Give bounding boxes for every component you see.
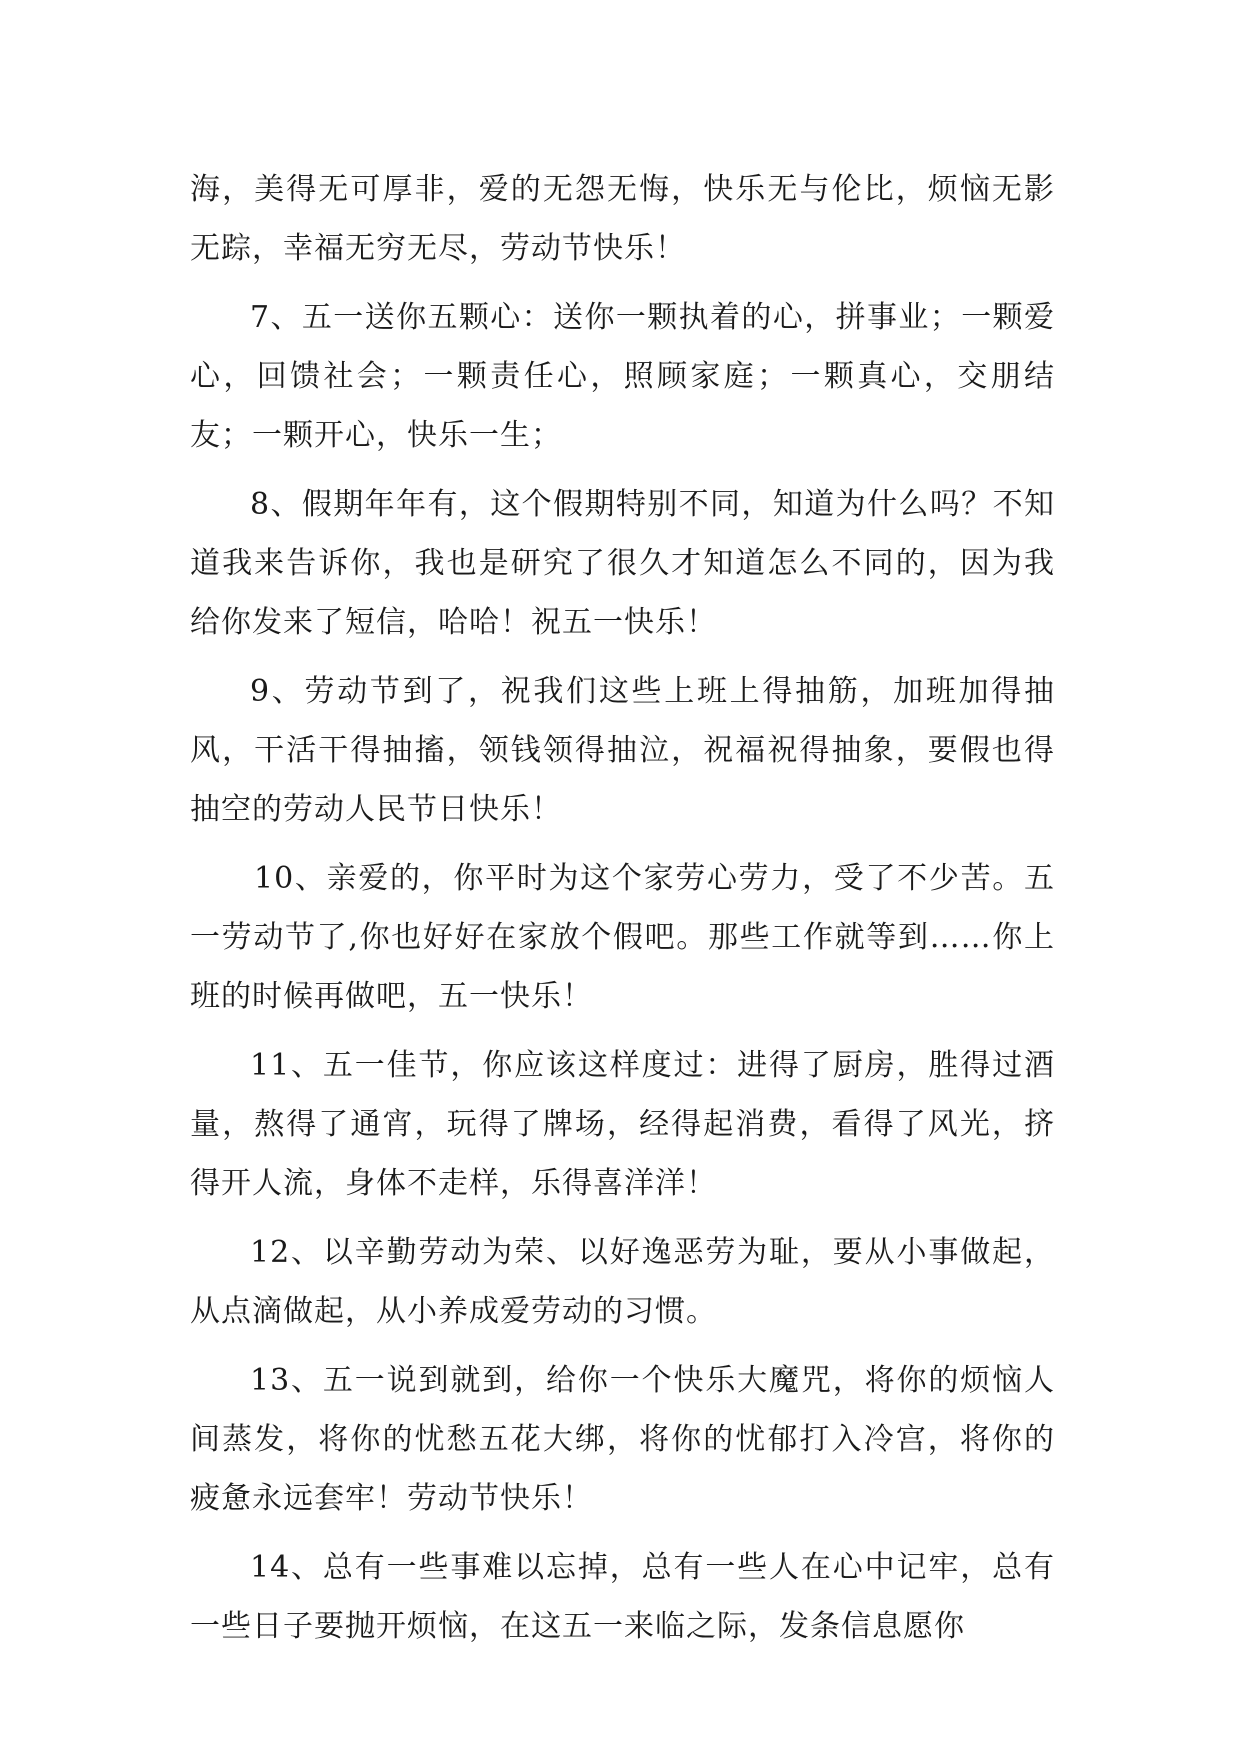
paragraph-13: 13、五一说到就到，给你一个快乐大魔咒，将你的烦恼人间蒸发，将你的忧愁五花大绑，将你的忧郁打入冷宫，将你的疲惫永远套牢！劳动节快乐！ <box>190 1363 1055 1516</box>
document-body <box>190 160 1055 1666</box>
paragraph-12: 12、以辛勤劳动为荣、以好逸恶劳为耻，要从小事做起，从点滴做起，从小养成爱劳动的习惯。 <box>190 1235 1055 1329</box>
paragraph-6-continued: 海，美得无可厚非，爱的无怨无悔，快乐无与伦比，烦恼无影无踪，幸福无穷无尽，劳动节快乐！ <box>190 172 1055 266</box>
paragraph-10: 10、亲爱的，你平时为这个家劳心劳力，受了不少苦。五一劳动节了,你也好好在家放个假吧。那些工作就等到……你上班的时候再做吧，五一快乐！ <box>190 861 1055 1014</box>
paragraph-7: 7、五一送你五颗心：送你一颗执着的心，拼事业；一颗爱心，回馈社会；一颗责任心，照顾家庭；一颗真心，交朋结友；一颗开心，快乐一生； <box>190 300 1055 453</box>
paragraph-14: 14、总有一些事难以忘掉，总有一些人在心中记牢，总有一些日子要抛开烦恼，在这五一来临之际，发条信息愿你 <box>190 1550 1055 1644</box>
paragraph-9: 9、劳动节到了，祝我们这些上班上得抽筋，加班加得抽风，干活干得抽搐，领钱领得抽泣，祝福祝得抽象，要假也得抽空的劳动人民节日快乐！ <box>190 674 1055 827</box>
paragraph-11: 11、五一佳节，你应该这样度过：进得了厨房，胜得过酒量，熬得了通宵，玩得了牌场，经得起消费，看得了风光，挤得开人流，身体不走样，乐得喜洋洋！ <box>190 1048 1055 1201</box>
paragraph-8: 8、假期年年有，这个假期特别不同，知道为什么吗？不知道我来告诉你，我也是研究了很久才知道怎么不同的，因为我给你发来了短信，哈哈！祝五一快乐！ <box>190 487 1055 640</box>
